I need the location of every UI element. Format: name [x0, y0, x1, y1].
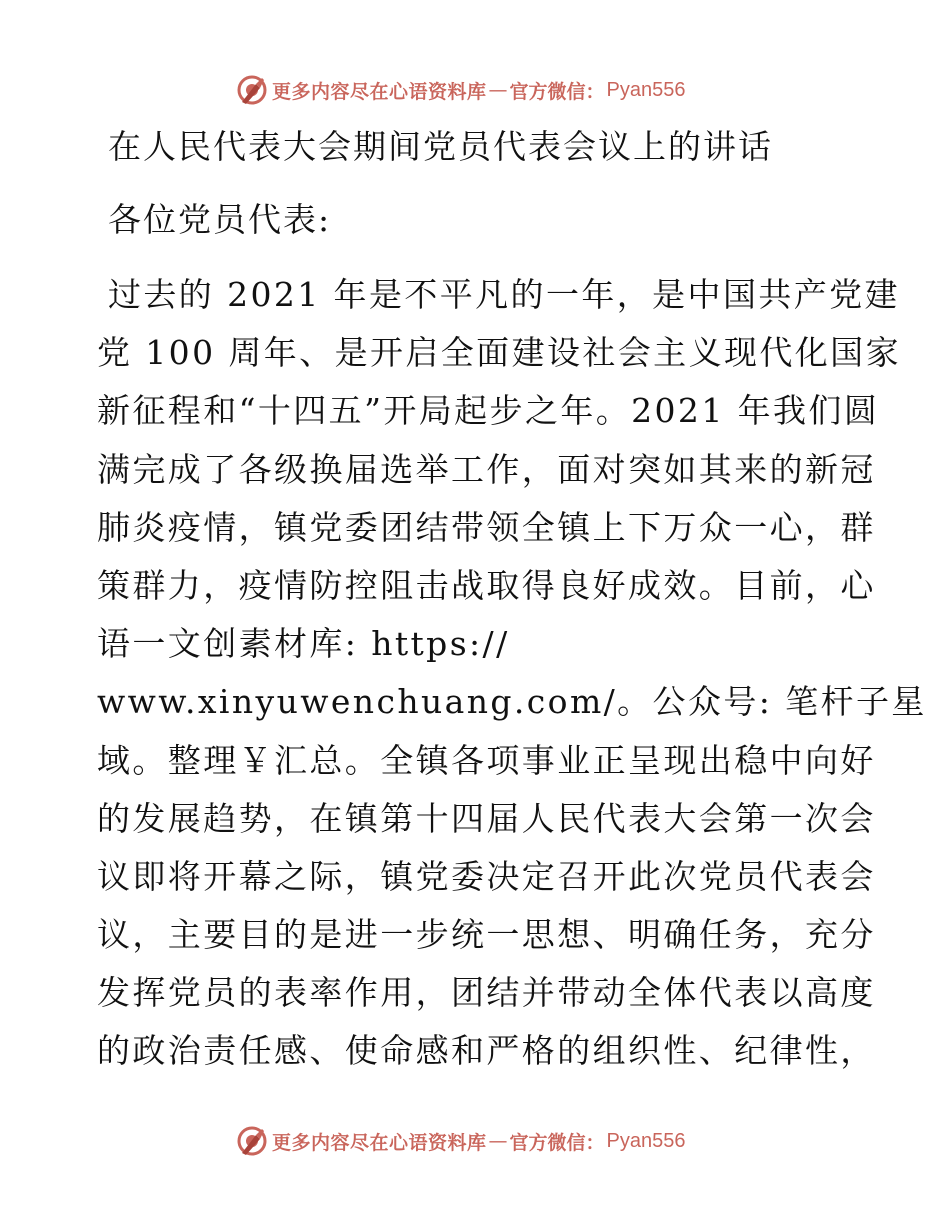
body-line-url: www.xinyuwenchuang.com/。公众号: 笔杆子星 [97, 682, 927, 722]
body-line: 过去的 2021 年是不平凡的一年，是中国共产党建 [108, 275, 900, 314]
body-line: 党 100 周年、是开启全面建设社会主义现代化国家 [97, 333, 901, 373]
header-wechat-label: 官方微信： [509, 80, 605, 103]
document-title: 在人民代表大会期间党员代表会议上的讲话 [108, 127, 773, 166]
pen-logo-icon [236, 74, 268, 106]
body-line: 语一文创素材库: https:// [97, 624, 510, 664]
footer-wechat-id: Pyan556 [606, 1129, 686, 1152]
footer-site-text: 更多内容尽在心语资料库 [272, 1131, 487, 1154]
footer-separator: — [488, 1130, 508, 1152]
header-separator: — [488, 79, 508, 101]
footer-wechat-label: 官方微信： [509, 1131, 605, 1154]
body-line: 新征程和“十四五”开局起步之年。2021 年我们圆 [97, 391, 880, 431]
header-watermark [236, 73, 686, 107]
header-site-text: 更多内容尽在心语资料库 [272, 80, 487, 103]
salutation: 各位党员代表: [108, 200, 332, 239]
body-line: 的发展趋势，在镇第十四届人民代表大会第一次会 [97, 798, 876, 838]
body-line: 议，主要目的是进一步统一思想、明确任务，充分 [97, 915, 876, 955]
body-line: 的政治责任感、使命感和严格的组织性、纪律性， [97, 1031, 876, 1071]
body-line: 域。整理￥汇总。全镇各项事业正呈现出稳中向好 [97, 740, 876, 780]
body-line: 满完成了各级换届选举工作，面对突如其来的新冠 [97, 449, 876, 489]
pen-logo-icon [236, 1125, 268, 1157]
body-line: 议即将开幕之际，镇党委决定召开此次党员代表会 [97, 856, 876, 896]
body-line: 发挥党员的表率作用，团结并带动全体代表以高度 [97, 973, 876, 1013]
body-text [97, 266, 927, 1081]
header-wechat-id: Pyan556 [606, 78, 686, 101]
body-line: 策群力，疫情防控阻击战取得良好成效。目前，心 [97, 565, 876, 605]
body-line: 肺炎疫情，镇党委团结带领全镇上下万众一心，群 [97, 507, 876, 547]
footer-watermark [236, 1124, 686, 1158]
